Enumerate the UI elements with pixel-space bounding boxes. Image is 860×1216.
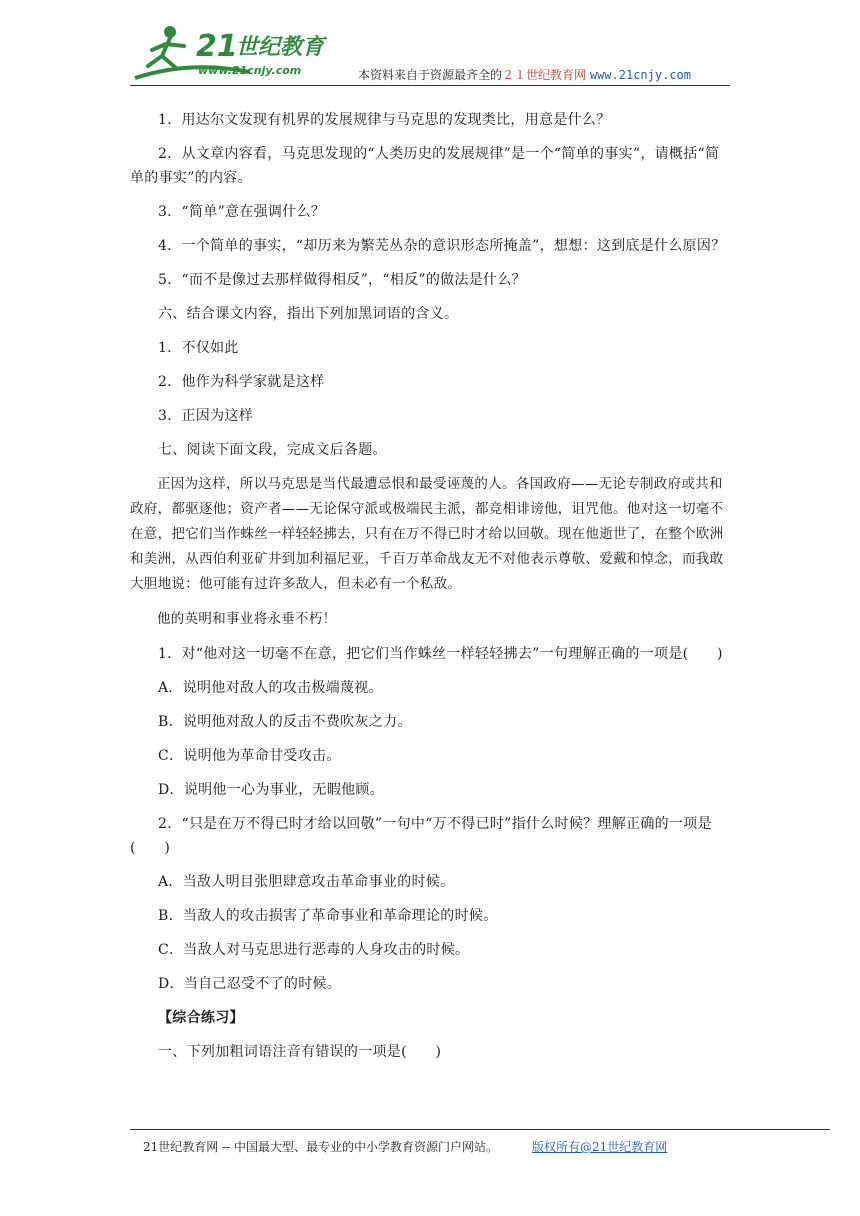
- section6-item-3: 3．正因为这样: [158, 408, 254, 424]
- question-a2: 2．从文章内容看，马克思发现的“人类历史的发展规律”是一个“简单的事实”，请概括“简单的事实”的内容。: [130, 146, 720, 186]
- q1-option-a: A．说明他对敌人的攻击极端蔑视。: [158, 680, 383, 696]
- question-a5: 5．“而不是像过去那样做得相反”，“相反”的做法是什么？: [158, 272, 526, 288]
- question-a1: 1．用达尔文发现有机界的发展规律与马克思的发现类比，用意是什么？: [158, 112, 611, 128]
- practice-title: 【综合练习】: [158, 1010, 244, 1026]
- question-a3: 3．“简单”意在强调什么？: [158, 204, 326, 220]
- question-a4: 4．一个简单的事实，“却历来为繁芜丛杂的意识形态所掩盖”，想想：这到底是什么原因？: [158, 238, 726, 254]
- section6-item-2: 2．他作为科学家就是这样: [158, 374, 325, 390]
- svg-text:www.21cnjy.com: www.21cnjy.com: [198, 64, 302, 77]
- section6-item-1: 1．不仅如此: [158, 340, 239, 356]
- footer-text: 21世纪教育网 -- 中国最大型、最专业的中小学教育资源门户网站。: [143, 1140, 499, 1154]
- section7-question-1: 1．对“他对这一切毫不在意，把它们当作蛛丝一样轻轻拂去”一句理解正确的一项是( ): [158, 646, 723, 662]
- site-logo: [130, 20, 340, 84]
- q2-option-d: D．当自己忍受不了的时候。: [158, 976, 342, 992]
- svg-text:21: 21: [196, 29, 238, 64]
- q1-option-b: B．说明他对敌人的反击不费吹灰之力。: [158, 714, 412, 730]
- section7-title: 七、阅读下面文段，完成文后各题。: [158, 442, 387, 458]
- header-url[interactable]: www.21cnjy.com: [589, 68, 692, 82]
- section7-question-2: 2．“只是在万不得已时才给以回敬”一句中“万不得已时”指什么时候？理解正确的一项是( ): [130, 816, 712, 856]
- q1-option-c: C．说明他为革命甘受攻击。: [158, 748, 341, 764]
- q2-option-b: B．当敌人的攻击损害了革命事业和革命理论的时候。: [158, 908, 498, 924]
- q2-option-c: C．当敌人对马克思进行恶毒的人身攻击的时候。: [158, 942, 470, 958]
- footer-divider: [130, 1129, 830, 1130]
- page-footer: [143, 1138, 667, 1155]
- reading-passage: 正因为这样，所以马克思是当代最遭忌恨和最受诬蔑的人。各国政府——无论专制政府或共和政府，都驱逐他；资产者——无论保守派或极端民主派，都竞相诽谤他，诅咒他。他对这一切毫不在意，把它们当作蛛丝一样轻轻拂去，只有在万不得已时才给以回敬。现在他逝世了，在整个欧洲和美洲，从西伯利亚矿井到加利福尼亚，千百万革命战友无不对他表示尊敬、爱戴和悼念，而我敢大胆地说：他可能有过许多敌人，但未必有一个私敌。: [130, 476, 724, 592]
- section6-title: 六、结合课文内容，指出下列加黑词语的含义。: [158, 306, 459, 322]
- practice-question-1: 一、下列加粗词语注音有错误的一项是( ): [158, 1044, 442, 1060]
- document-body: [130, 108, 730, 1064]
- header-brand: ２１世纪教育网: [502, 68, 587, 82]
- footer-copyright-link[interactable]: 版权所有@21世纪教育网: [532, 1140, 668, 1154]
- passage-closing: 他的英明和事业将永垂不朽！: [157, 611, 337, 627]
- q1-option-d: D．说明他一心为事业，无暇他顾。: [158, 782, 385, 798]
- q2-option-a: A．当敌人明目张胆肆意攻击革命事业的时候。: [158, 874, 455, 890]
- header-tagline: [358, 66, 691, 83]
- header-text-prefix: 本资料来自于资源最齐全的: [358, 68, 503, 82]
- svg-text:世纪教育: 世纪教育: [236, 35, 325, 60]
- header-divider: [130, 85, 730, 86]
